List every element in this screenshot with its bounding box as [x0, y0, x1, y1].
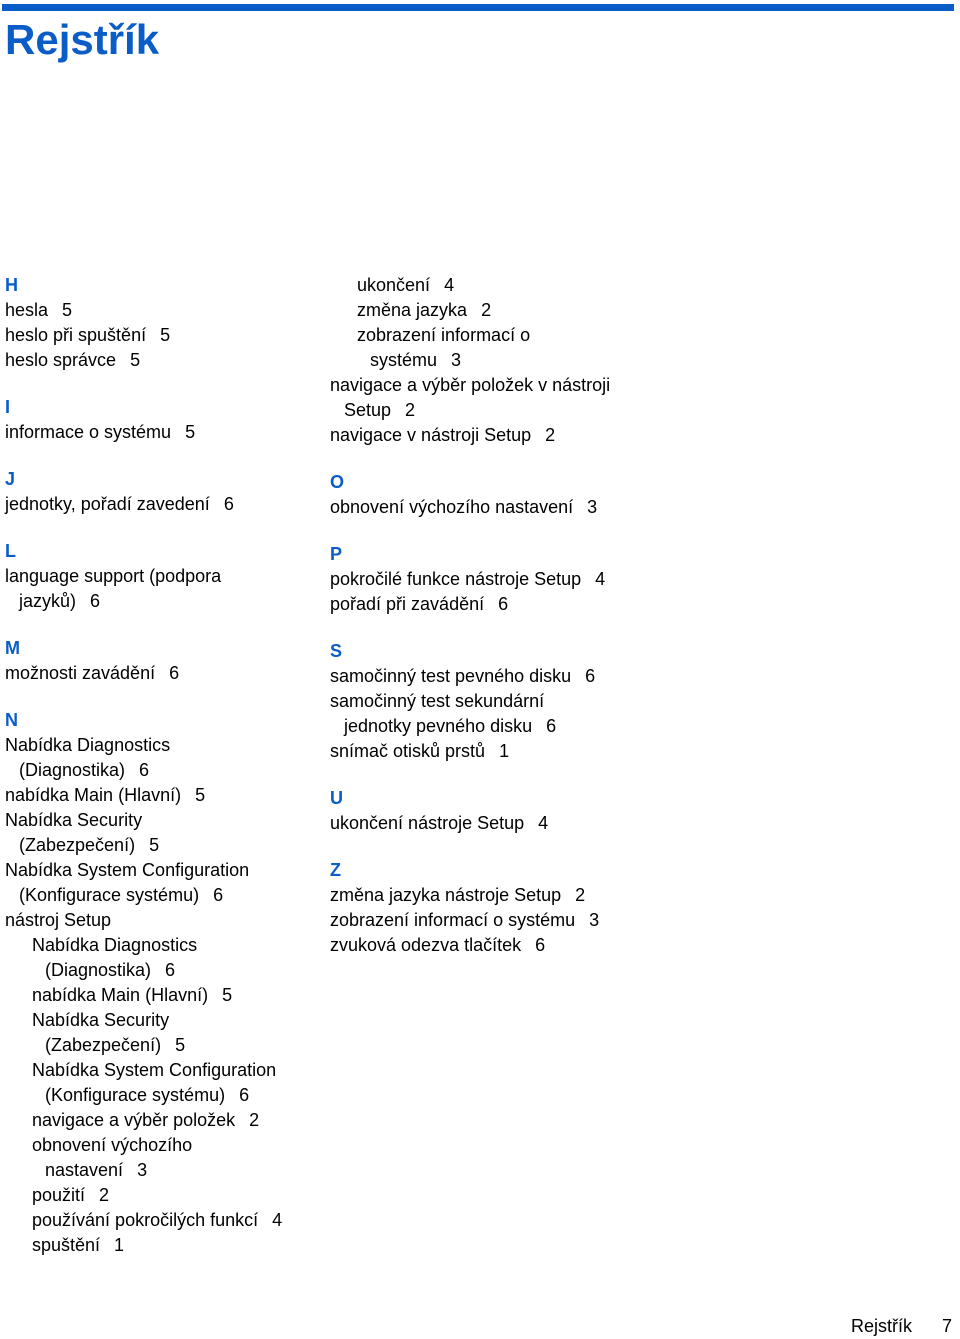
- index-letter-heading: M: [5, 638, 20, 658]
- index-entry-page: 6: [585, 666, 596, 686]
- index-entry-page: 2: [481, 300, 492, 320]
- index-entry-page: 4: [595, 569, 606, 589]
- index-entry-page: 6: [223, 494, 234, 514]
- index-entry-text: language support (podpora: [5, 566, 222, 586]
- section-gap: [330, 764, 955, 786]
- index-entry: [5, 783, 320, 808]
- index-entry-text: Nabídka Diagnostics: [32, 935, 198, 955]
- index-entry-text: zobrazení informací o systému: [330, 910, 576, 930]
- index-entry: [5, 1008, 320, 1033]
- index-entry-text: změna jazyka nástroje Setup: [330, 885, 562, 905]
- index-entry-page: 6: [546, 716, 557, 736]
- index-entry: [5, 958, 320, 983]
- index-entry-text: použití: [32, 1185, 86, 1205]
- index-entry: [330, 398, 955, 423]
- index-entry: [330, 323, 955, 348]
- index-entry-text: heslo při spuštění: [5, 325, 147, 345]
- index-letter-heading: P: [330, 544, 343, 564]
- index-entry-page: 5: [62, 300, 73, 320]
- index-entry: [5, 983, 320, 1008]
- index-entry-page: 5: [175, 1035, 186, 1055]
- index-letter-heading: L: [5, 541, 16, 561]
- index-entry: [330, 883, 955, 908]
- index-entry-page: 2: [575, 885, 586, 905]
- index-entry: [330, 664, 955, 689]
- index-entry: [330, 933, 955, 958]
- footer-label: Rejstřík: [850, 1316, 912, 1336]
- index-entry: [5, 758, 320, 783]
- index-entry-text: pořadí při zavádění: [330, 594, 485, 614]
- index-entry-text: Nabídka Security: [32, 1010, 170, 1030]
- index-entry-text: (Konfigurace systému): [19, 885, 200, 905]
- index-entry-page: 1: [114, 1235, 125, 1255]
- index-entry: [5, 564, 320, 589]
- index-entry-page: 5: [160, 325, 171, 345]
- index-column-left: [5, 273, 320, 1258]
- index-entry-page: 5: [195, 785, 206, 805]
- index-entry: [330, 714, 955, 739]
- index-entry-text: používání pokročilých funkcí: [32, 1210, 259, 1230]
- index-entry-text: Nabídka Diagnostics: [5, 735, 171, 755]
- index-entry: [5, 1158, 320, 1183]
- section-gap: [5, 614, 320, 636]
- index-entry-page: 3: [589, 910, 600, 930]
- index-letter-heading: I: [5, 397, 11, 417]
- index-entry: [5, 1183, 320, 1208]
- index-entry: [5, 420, 320, 445]
- index-entry-page: 4: [272, 1210, 283, 1230]
- section-gap: [5, 686, 320, 708]
- index-entry-page: 2: [545, 425, 556, 445]
- index-entry: [5, 1108, 320, 1133]
- index-entry: [5, 1233, 320, 1258]
- index-entry-text: pokročilé funkce nástroje Setup: [330, 569, 582, 589]
- index-entry-page: 5: [222, 985, 233, 1005]
- index-entry-text: Nabídka Security: [5, 810, 143, 830]
- index-entry: [5, 1083, 320, 1108]
- index-entry-page: 2: [99, 1185, 110, 1205]
- header-rule: [2, 4, 954, 11]
- index-entry: [5, 808, 320, 833]
- index-column-right: [330, 273, 955, 958]
- index-entry-text: (Konfigurace systému): [45, 1085, 226, 1105]
- index-entry-page: 3: [451, 350, 462, 370]
- index-entry: [330, 373, 955, 398]
- section-gap: [330, 617, 955, 639]
- index-entry-page: 5: [185, 422, 196, 442]
- section-gap: [5, 445, 320, 467]
- index-entry-text: možnosti zavádění: [5, 663, 156, 683]
- index-entry-text: nastavení: [45, 1160, 124, 1180]
- index-entry: [330, 273, 955, 298]
- index-entry-page: 5: [130, 350, 141, 370]
- index-entry-page: 6: [90, 591, 101, 611]
- index-entry-page: 6: [535, 935, 546, 955]
- index-entry: [5, 1058, 320, 1083]
- index-entry: [5, 933, 320, 958]
- index-entry: [5, 833, 320, 858]
- index-entry-text: ukončení: [357, 275, 431, 295]
- index-entry: [5, 492, 320, 517]
- index-entry: [5, 1208, 320, 1233]
- index-entry: [330, 298, 955, 323]
- index-entry: [330, 908, 955, 933]
- index-entry: [5, 323, 320, 348]
- index-entry-text: zobrazení informací o: [357, 325, 531, 345]
- index-entry: [5, 733, 320, 758]
- index-entry: [330, 739, 955, 764]
- index-entry-page: 6: [239, 1085, 250, 1105]
- section-gap: [330, 448, 955, 470]
- index-entry-text: obnovení výchozího nastavení: [330, 497, 574, 517]
- page-title: Rejstřík: [5, 16, 160, 63]
- index-entry: [330, 495, 955, 520]
- index-entry-page: 6: [498, 594, 509, 614]
- index-entry-page: 4: [538, 813, 549, 833]
- index-entry: [330, 423, 955, 448]
- index-entry: [5, 858, 320, 883]
- index-entry-text: informace o systému: [5, 422, 172, 442]
- index-entry-text: nabídka Main (Hlavní): [5, 785, 182, 805]
- index-entry-page: 2: [405, 400, 416, 420]
- index-entry-page: 6: [169, 663, 180, 683]
- section-gap: [5, 373, 320, 395]
- index-entry: [5, 298, 320, 323]
- index-entry: [330, 567, 955, 592]
- index-letter-heading: O: [330, 472, 345, 492]
- index-entry: [5, 1133, 320, 1158]
- index-entry-text: spuštění: [32, 1235, 101, 1255]
- index-entry-text: Setup: [344, 400, 392, 420]
- index-entry-text: jazyků): [19, 591, 77, 611]
- index-entry-text: (Diagnostika): [45, 960, 152, 980]
- section-gap: [330, 836, 955, 858]
- index-entry: [5, 661, 320, 686]
- index-entry-text: samočinný test pevného disku: [330, 666, 572, 686]
- index-entry-page: 3: [587, 497, 598, 517]
- index-entry: [330, 348, 955, 373]
- index-letter-heading: H: [5, 275, 18, 295]
- footer-page-number: 7: [941, 1316, 952, 1336]
- index-entry-text: jednotky pevného disku: [344, 716, 533, 736]
- index-entry-page: 6: [213, 885, 224, 905]
- index-entry-text: (Diagnostika): [19, 760, 126, 780]
- index-entry-text: hesla: [5, 300, 49, 320]
- section-gap: [330, 520, 955, 542]
- index-entry-page: 1: [499, 741, 510, 761]
- index-entry-text: systému: [370, 350, 438, 370]
- index-entry-text: ukončení nástroje Setup: [330, 813, 525, 833]
- index-entry: [5, 1033, 320, 1058]
- index-entry: [5, 589, 320, 614]
- index-entry-page: 4: [444, 275, 455, 295]
- page-footer: [851, 1314, 952, 1339]
- index-entry-text: (Zabezpečení): [19, 835, 136, 855]
- index-entry-text: změna jazyka: [357, 300, 468, 320]
- index-entry-text: Nabídka System Configuration: [5, 860, 250, 880]
- index-letter-heading: U: [330, 788, 343, 808]
- index-entry-text: Nabídka System Configuration: [32, 1060, 277, 1080]
- section-gap: [5, 517, 320, 539]
- index-letter-heading: S: [330, 641, 343, 661]
- index-entry-page: 2: [249, 1110, 260, 1130]
- index-entry-page: 3: [137, 1160, 148, 1180]
- index-entry-text: zvuková odezva tlačítek: [330, 935, 522, 955]
- index-entry: [5, 348, 320, 373]
- index-entry-text: (Zabezpečení): [45, 1035, 162, 1055]
- index-entry-text: navigace a výběr položek: [32, 1110, 236, 1130]
- index-entry-page: 5: [149, 835, 160, 855]
- index-entry-text: obnovení výchozího: [32, 1135, 193, 1155]
- index-letter-heading: Z: [330, 860, 341, 880]
- index-entry: [330, 811, 955, 836]
- index-entry-text: samočinný test sekundární: [330, 691, 545, 711]
- index-entry-page: 6: [139, 760, 150, 780]
- index-entry-text: nástroj Setup: [5, 910, 112, 930]
- index-entry-text: nabídka Main (Hlavní): [32, 985, 209, 1005]
- index-entry-text: navigace a výběr položek v nástroji: [330, 375, 611, 395]
- index-entry-text: navigace v nástroji Setup: [330, 425, 532, 445]
- index-entry-page: 6: [165, 960, 176, 980]
- index-entry-text: jednotky, pořadí zavedení: [5, 494, 210, 514]
- index-letter-heading: N: [5, 710, 18, 730]
- index-entry: [5, 908, 320, 933]
- index-entry-text: heslo správce: [5, 350, 117, 370]
- index-entry: [5, 883, 320, 908]
- index-entry: [330, 689, 955, 714]
- index-entry-text: snímač otisků prstů: [330, 741, 486, 761]
- index-letter-heading: J: [5, 469, 16, 489]
- index-entry: [330, 592, 955, 617]
